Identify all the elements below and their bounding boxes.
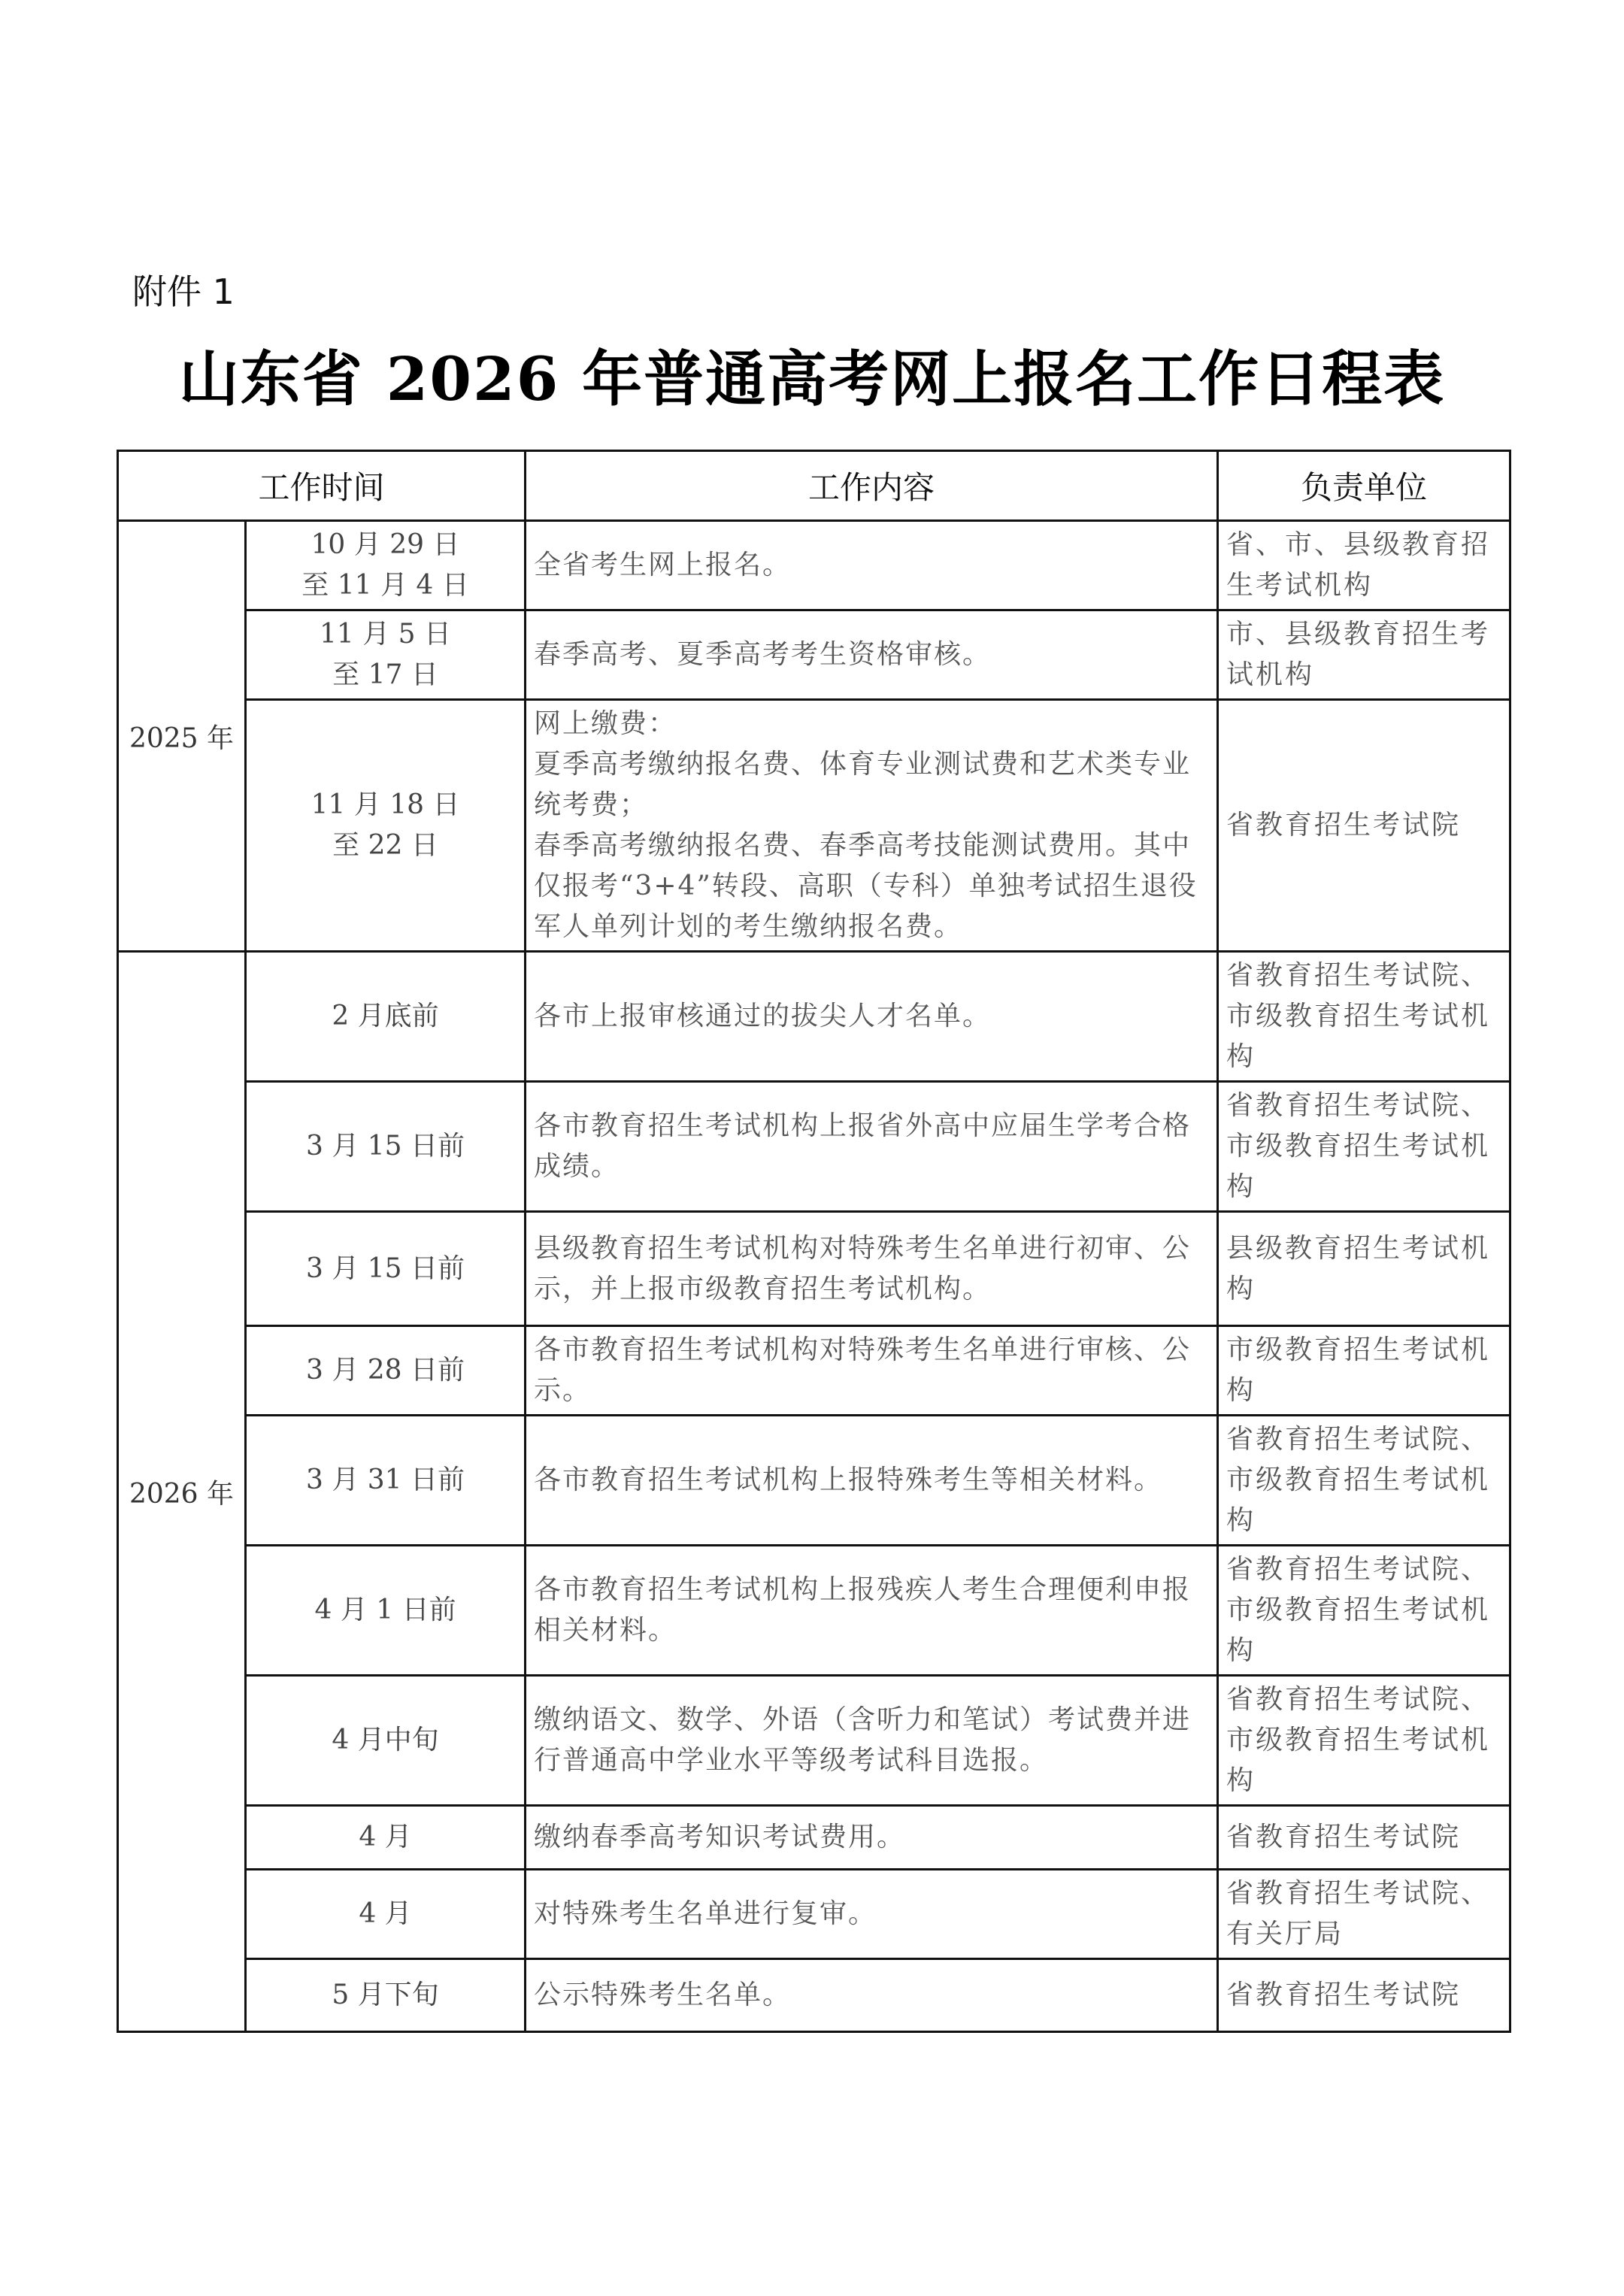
unit-cell: 省教育招生考试院、市级教育招生考试机构 xyxy=(1218,1546,1510,1676)
unit-cell: 省教育招生考试院、市级教育招生考试机构 xyxy=(1218,1676,1510,1806)
header-responsible-unit: 负责单位 xyxy=(1218,451,1510,521)
header-work-time: 工作时间 xyxy=(118,451,526,521)
table-row xyxy=(118,1806,1510,1870)
content-line: 春季高考缴纳报名费、春季高考技能测试费用。其中仅报考“3+4”转段、高职（专科）单独考试招生退役军人单列计划的考生缴纳报名费。 xyxy=(534,830,1198,942)
date-cell xyxy=(246,610,526,700)
year-cell: 2025 年 xyxy=(118,521,246,952)
table-row xyxy=(118,1212,1510,1326)
year-cell: 2026 年 xyxy=(118,952,246,2032)
unit-cell: 县级教育招生考试机构 xyxy=(1218,1212,1510,1326)
date-cell xyxy=(246,521,526,610)
date-cell: 4 月中旬 xyxy=(246,1676,526,1806)
date-line: 至 17 日 xyxy=(332,659,438,690)
table-row xyxy=(118,1546,1510,1676)
content-cell: 对特殊考生名单进行复审。 xyxy=(526,1870,1218,1959)
unit-cell: 市级教育招生考试机构 xyxy=(1218,1326,1510,1416)
attachment-label: 附件 1 xyxy=(132,271,235,312)
unit-cell: 省教育招生考试院、市级教育招生考试机构 xyxy=(1218,1082,1510,1212)
content-cell: 县级教育招生考试机构对特殊考生名单进行初审、公示，并上报市级教育招生考试机构。 xyxy=(526,1212,1218,1326)
date-line: 至 11 月 4 日 xyxy=(301,570,469,601)
unit-cell: 市、县级教育招生考试机构 xyxy=(1218,610,1510,700)
date-cell: 3 月 15 日前 xyxy=(246,1212,526,1326)
date-cell: 4 月 xyxy=(246,1870,526,1959)
table-row xyxy=(118,700,1510,952)
table-row xyxy=(118,1959,1510,2032)
table-row xyxy=(118,1326,1510,1416)
table-row xyxy=(118,610,1510,700)
table-row xyxy=(118,1416,1510,1546)
header-work-content: 工作内容 xyxy=(526,451,1218,521)
date-cell xyxy=(246,700,526,952)
date-cell: 3 月 28 日前 xyxy=(246,1326,526,1416)
unit-cell: 省教育招生考试院 xyxy=(1218,700,1510,952)
date-line: 10 月 29 日 xyxy=(311,529,460,560)
date-cell: 4 月 xyxy=(246,1806,526,1870)
content-cell: 缴纳语文、数学、外语（含听力和笔试）考试费并进行普通高中学业水平等级考试科目选报。 xyxy=(526,1676,1218,1806)
date-line: 11 月 18 日 xyxy=(311,789,460,820)
content-line: 夏季高考缴纳报名费、体育专业测试费和艺术类专业统考费； xyxy=(534,749,1192,820)
content-cell: 公示特殊考生名单。 xyxy=(526,1959,1218,2032)
unit-cell: 省教育招生考试院、有关厅局 xyxy=(1218,1870,1510,1959)
content-cell: 各市教育招生考试机构对特殊考生名单进行审核、公示。 xyxy=(526,1326,1218,1416)
content-cell: 春季高考、夏季高考考生资格审核。 xyxy=(526,610,1218,700)
content-cell: 各市教育招生考试机构上报残疾人考生合理便利申报相关材料。 xyxy=(526,1546,1218,1676)
content-cell xyxy=(526,700,1218,952)
date-cell: 3 月 15 日前 xyxy=(246,1082,526,1212)
date-line: 至 22 日 xyxy=(332,830,438,861)
date-cell: 2 月底前 xyxy=(246,952,526,1082)
table-row xyxy=(118,1870,1510,1959)
content-line: 网上缴费： xyxy=(534,708,677,739)
date-line: 11 月 5 日 xyxy=(319,619,452,650)
table-header-row xyxy=(118,451,1510,521)
schedule-table xyxy=(117,450,1511,2033)
unit-cell: 省、市、县级教育招生考试机构 xyxy=(1218,521,1510,610)
page-title: 山东省 2026 年普通高考网上报名工作日程表 xyxy=(178,344,1446,414)
table-row xyxy=(118,1082,1510,1212)
date-cell: 4 月 1 日前 xyxy=(246,1546,526,1676)
unit-cell: 省教育招生考试院 xyxy=(1218,1806,1510,1870)
unit-cell: 省教育招生考试院 xyxy=(1218,1959,1510,2032)
unit-cell: 省教育招生考试院、市级教育招生考试机构 xyxy=(1218,952,1510,1082)
content-cell: 全省考生网上报名。 xyxy=(526,521,1218,610)
content-cell: 各市上报审核通过的拔尖人才名单。 xyxy=(526,952,1218,1082)
date-cell: 3 月 31 日前 xyxy=(246,1416,526,1546)
table-row xyxy=(118,1676,1510,1806)
content-cell: 缴纳春季高考知识考试费用。 xyxy=(526,1806,1218,1870)
table-row xyxy=(118,521,1510,610)
table-row xyxy=(118,952,1510,1082)
date-cell: 5 月下旬 xyxy=(246,1959,526,2032)
content-cell: 各市教育招生考试机构上报特殊考生等相关材料。 xyxy=(526,1416,1218,1546)
content-cell: 各市教育招生考试机构上报省外高中应届生学考合格成绩。 xyxy=(526,1082,1218,1212)
unit-cell: 省教育招生考试院、市级教育招生考试机构 xyxy=(1218,1416,1510,1546)
